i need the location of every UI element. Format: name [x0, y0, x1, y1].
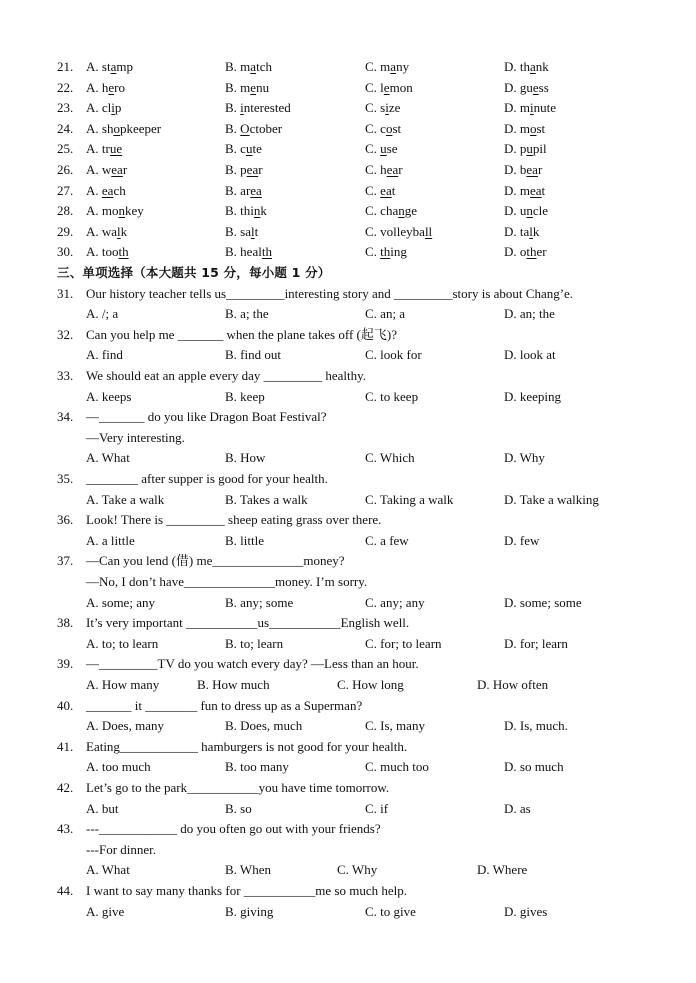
- option-c: C. Taking a walk: [365, 491, 454, 507]
- option-c: C. if: [365, 800, 389, 816]
- question-stem-line: [0, 778, 696, 798]
- option-b: B. so: [225, 800, 252, 816]
- option-b: B. cute: [225, 141, 262, 157]
- option-c: C. look for: [365, 347, 422, 363]
- question-text: —_________TV do you watch every day? —Less than an hour.: [86, 656, 419, 672]
- option-d: D. Take a walking: [504, 491, 599, 507]
- option-d: D. guess: [504, 79, 549, 95]
- question-text: I want to say many thanks for ___________me so much help.: [86, 883, 407, 898]
- question-number: 44.: [57, 883, 74, 898]
- question-number: 33.: [57, 368, 74, 383]
- question-text: ---For dinner.: [86, 841, 157, 857]
- option-d: D. pupil: [504, 141, 547, 157]
- question-stem-line: [0, 737, 696, 757]
- options-row: [0, 345, 696, 365]
- option-a: A. find: [86, 347, 123, 363]
- options-row: [0, 593, 696, 613]
- option-a: A. Take a walk: [86, 491, 165, 507]
- option-b: B. keep: [225, 388, 265, 404]
- option-b: B. think: [225, 203, 267, 219]
- option-b: B. interested: [225, 100, 291, 116]
- option-c: C. much too: [365, 759, 429, 775]
- option-d: D. thank: [504, 59, 549, 74]
- question-number: 28.: [57, 203, 74, 219]
- question-number: 39.: [57, 656, 74, 672]
- question-stem-line: [0, 510, 696, 530]
- option-c: C. an; a: [365, 306, 406, 322]
- question-number: 25.: [57, 141, 74, 157]
- question-number: 30.: [57, 244, 74, 260]
- options-row: [0, 304, 696, 324]
- question-number: 38.: [57, 615, 74, 631]
- option-b: B. Does, much: [225, 718, 303, 734]
- option-d: D. talk: [504, 223, 540, 239]
- phonetics-row: [0, 181, 696, 201]
- question-text: _______ it ________ fun to dress up as a Superman?: [86, 697, 363, 713]
- option-c: C. thing: [365, 244, 407, 260]
- option-b: B. health: [225, 244, 272, 260]
- option-c: C. to keep: [365, 388, 419, 404]
- question-stem-line: [0, 881, 696, 901]
- phonetics-row: [0, 78, 696, 98]
- option-a: A. /; a: [86, 306, 119, 322]
- question-stem-line: [0, 551, 696, 571]
- question-stem-line: [0, 428, 696, 448]
- phonetics-row: [0, 98, 696, 118]
- option-b: B. How: [225, 450, 266, 466]
- question-number: 23.: [57, 100, 74, 116]
- question-number: 41.: [57, 738, 74, 754]
- question-text: —Very interesting.: [86, 429, 185, 445]
- question-text: Our history teacher tells us_________interesting story and _________story is about Chang’e.: [86, 285, 574, 301]
- options-row: [0, 634, 696, 654]
- options-row: [0, 531, 696, 551]
- option-a: A. give: [86, 903, 125, 919]
- question-number: 27.: [57, 182, 74, 198]
- option-a: A. clip: [86, 100, 122, 116]
- question-stem-line: [0, 572, 696, 592]
- section-header: [0, 263, 696, 283]
- question-stem-line: [0, 284, 696, 304]
- question-text: Let’s go to the park___________you have time tomorrow.: [86, 780, 390, 795]
- question-number: 40.: [57, 697, 74, 713]
- question-number: 34.: [57, 409, 74, 425]
- option-b: B. find out: [225, 347, 281, 363]
- question-stem-line: [0, 840, 696, 860]
- question-number: 32.: [57, 326, 74, 342]
- question-text: It’s very important ___________us___________English well.: [86, 615, 410, 631]
- option-c: C. cost: [365, 120, 402, 136]
- option-a: A. too much: [86, 759, 151, 775]
- option-b: B. pear: [225, 162, 263, 177]
- option-a: A. some; any: [86, 594, 155, 610]
- question-stem-line: [0, 325, 696, 345]
- question-text: ---____________ do you often go out with your friends?: [86, 821, 381, 837]
- option-a: A. walk: [86, 223, 128, 239]
- options-row: [0, 799, 696, 819]
- option-b: B. too many: [225, 759, 289, 775]
- phonetics-row: [0, 119, 696, 139]
- option-d: D. for; learn: [504, 635, 568, 651]
- question-number: 36.: [57, 512, 74, 528]
- option-b: B. to; learn: [225, 635, 284, 651]
- option-d: D. Where: [477, 862, 528, 878]
- phonetics-row: [0, 160, 696, 180]
- question-stem-line: [0, 696, 696, 716]
- option-b: B. area: [225, 182, 262, 198]
- option-a: A. hero: [86, 79, 126, 95]
- option-b: B. How much: [197, 677, 270, 692]
- options-row: [0, 860, 696, 880]
- question-text: —_______ do you like Dragon Boat Festival?: [86, 409, 327, 425]
- option-d: D. keeping: [504, 388, 562, 404]
- option-a: A. tooth: [86, 244, 129, 260]
- phonetics-row: [0, 242, 696, 262]
- option-d: D. uncle: [504, 203, 549, 219]
- option-d: D. most: [504, 120, 546, 136]
- question-stem-line: [0, 366, 696, 386]
- question-stem-line: [0, 407, 696, 427]
- option-c: C. Is, many: [365, 718, 425, 734]
- option-a: A. keeps: [86, 388, 132, 404]
- question-number: 21.: [57, 59, 74, 74]
- question-stem-line: [0, 469, 696, 489]
- option-a: A. shopkeeper: [86, 120, 162, 136]
- option-d: D. as: [504, 800, 531, 816]
- option-c: C. many: [365, 59, 410, 74]
- option-c: C. any; any: [365, 594, 425, 610]
- question-number: 43.: [57, 821, 74, 837]
- option-d: D. Is, much.: [504, 718, 568, 734]
- option-b: B. giving: [225, 903, 274, 919]
- option-b: B. When: [225, 862, 271, 878]
- option-d: D. How often: [477, 677, 549, 692]
- option-a: A. but: [86, 800, 119, 816]
- option-b: B. Takes a walk: [225, 491, 308, 507]
- phonetics-row: [0, 222, 696, 242]
- question-number: 31.: [57, 285, 74, 301]
- options-row: [0, 675, 696, 695]
- options-row: [0, 757, 696, 777]
- option-a: A. a little: [86, 532, 135, 548]
- option-c: C. How long: [337, 677, 404, 692]
- option-a: A. wear: [86, 162, 128, 177]
- question-text: —No, I don’t have______________money. I’m sorry.: [86, 574, 368, 589]
- option-a: A. What: [86, 862, 130, 878]
- option-a: A. stamp: [86, 59, 133, 74]
- options-row: [0, 716, 696, 736]
- option-d: D. an; the: [504, 306, 555, 322]
- question-stem-line: [0, 654, 696, 674]
- question-text: We should eat an apple every day _________ healthy.: [86, 368, 367, 383]
- section-title: 三、单项选择（本大题共 15 分，每小题 1 分）: [57, 265, 331, 280]
- question-text: Eating____________ hamburgers is not good for your health.: [86, 738, 408, 754]
- phonetics-row: [0, 139, 696, 159]
- option-d: D. look at: [504, 347, 556, 363]
- option-b: B. a; the: [225, 306, 269, 322]
- option-b: B. October: [225, 120, 283, 136]
- phonetics-row: [0, 201, 696, 221]
- option-c: C. lemon: [365, 79, 413, 95]
- option-c: C. change: [365, 203, 417, 219]
- option-d: D. gives: [504, 903, 548, 919]
- option-a: A. monkey: [86, 203, 144, 219]
- option-c: C. a few: [365, 532, 409, 548]
- option-a: A. each: [86, 182, 126, 198]
- option-b: B. little: [225, 532, 264, 548]
- option-a: A. What: [86, 450, 130, 466]
- option-c: C. eat: [365, 182, 396, 198]
- option-b: B. salt: [225, 223, 259, 239]
- question-number: 42.: [57, 780, 74, 795]
- option-b: B. any; some: [225, 594, 294, 610]
- option-d: D. so much: [504, 759, 564, 775]
- option-a: A. Does, many: [86, 718, 164, 734]
- option-c: C. to give: [365, 903, 416, 919]
- option-c: C. size: [365, 100, 401, 116]
- option-c: C. hear: [365, 162, 403, 177]
- option-d: D. meat: [504, 182, 546, 198]
- options-row: [0, 448, 696, 468]
- option-c: C. use: [365, 141, 398, 157]
- option-a: A. How many: [86, 677, 160, 692]
- options-row: [0, 387, 696, 407]
- option-a: A. to; to learn: [86, 635, 159, 651]
- option-d: D. few: [504, 532, 540, 548]
- option-c: C. Which: [365, 450, 415, 466]
- question-text: ________ after supper is good for your health.: [86, 471, 328, 486]
- question-text: Look! There is _________ sheep eating grass over there.: [86, 512, 382, 528]
- option-d: D. minute: [504, 100, 557, 116]
- option-b: B. match: [225, 59, 272, 74]
- option-d: D. some; some: [504, 594, 582, 610]
- option-d: D. other: [504, 244, 547, 260]
- question-text: —Can you lend (借) me______________money?: [86, 553, 345, 569]
- question-text: Can you help me _______ when the plane takes off (起飞)?: [86, 326, 397, 342]
- option-a: A. true: [86, 141, 123, 157]
- options-row: [0, 490, 696, 510]
- question-stem-line: [0, 613, 696, 633]
- option-c: C. Why: [337, 862, 378, 878]
- question-number: 35.: [57, 471, 74, 486]
- option-d: D. Why: [504, 450, 545, 466]
- option-b: B. menu: [225, 79, 270, 95]
- question-stem-line: [0, 819, 696, 839]
- option-d: D. bear: [504, 162, 543, 177]
- option-c: C. volleyball: [365, 223, 433, 239]
- question-number: 22.: [57, 79, 74, 95]
- option-c: C. for; to learn: [365, 635, 442, 651]
- question-number: 37.: [57, 553, 74, 569]
- question-number: 24.: [57, 120, 74, 136]
- question-number: 29.: [57, 223, 74, 239]
- options-row: [0, 902, 696, 922]
- question-number: 26.: [57, 162, 74, 177]
- phonetics-row: [0, 57, 696, 77]
